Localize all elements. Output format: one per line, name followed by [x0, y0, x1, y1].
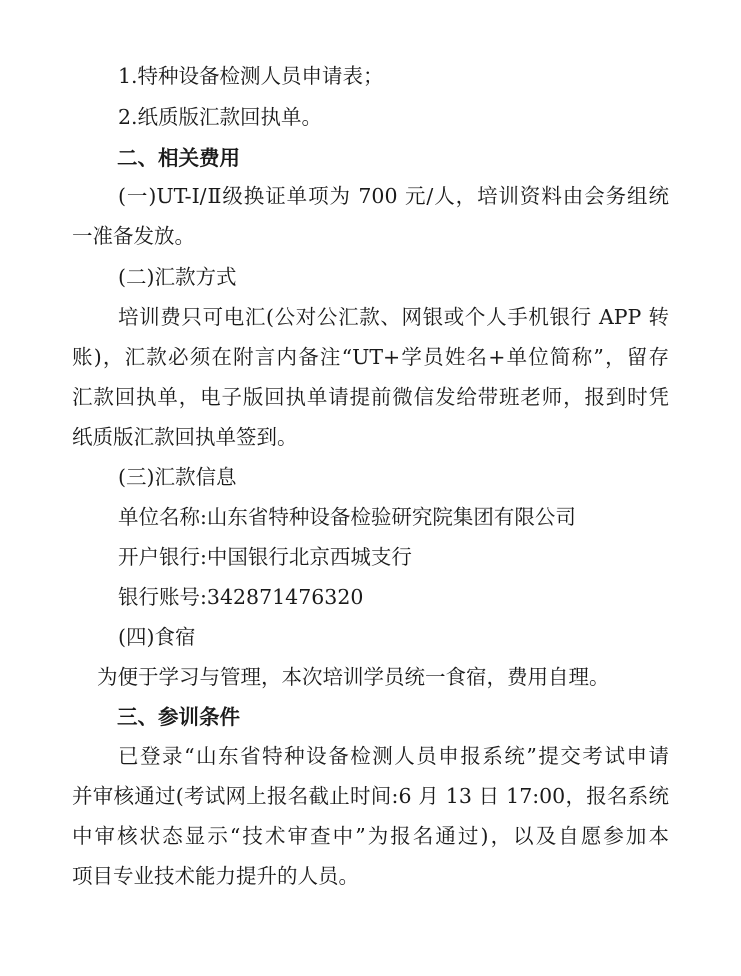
company-name: 单位名称:山东省特种设备检验研究院集团有限公司: [118, 505, 576, 529]
conditions-line: 项目专业技术能力提升的人员。: [72, 864, 359, 888]
conditions-line: 并审核通过(考试网上报名截止时间:6 月 13 日 17:00，报名系统: [72, 784, 669, 808]
list-item-remittance-receipt: 2.纸质版汇款回执单。: [118, 105, 323, 129]
remittance-method-line: 纸质版汇款回执单签到。: [72, 425, 298, 449]
conditions-line: 已登录“山东省特种设备检测人员申报系统”提交考试申请: [118, 744, 669, 768]
remittance-method-line: 培训费只可电汇(公对公汇款、网银或个人手机银行 APP 转: [118, 305, 669, 329]
bank-account: 银行账号:342871476320: [118, 585, 364, 609]
bank-name: 开户银行:中国银行北京西城支行: [118, 545, 412, 569]
subheading-lodging: (四)食宿: [118, 625, 196, 649]
lodging-text: 为便于学习与管理，本次培训学员统一食宿，费用自理。: [97, 665, 610, 689]
remittance-method-line: 汇款回执单，电子版回执单请提前微信发给带班老师，报到时凭: [72, 385, 669, 409]
fee-paragraph-line: (一)UT-I/Ⅱ级换证单项为 700 元/人，培训资料由会务组统: [118, 184, 669, 208]
conditions-line: 中审核状态显示“技术审查中”为报名通过)，以及自愿参加本: [72, 824, 669, 848]
remittance-method-line: 账)，汇款必须在附言内备注“UT+学员姓名+单位简称”，留存: [72, 345, 669, 369]
subheading-remittance-info: (三)汇款信息: [118, 465, 237, 489]
section-heading-fees: 二、相关费用: [117, 146, 240, 170]
list-item-application-form: 1.特种设备检测人员申请表；: [118, 64, 384, 88]
section-heading-conditions: 三、参训条件: [117, 705, 240, 729]
fee-paragraph-line: 一准备发放。: [72, 224, 195, 248]
subheading-remittance-method: (二)汇款方式: [118, 265, 237, 289]
